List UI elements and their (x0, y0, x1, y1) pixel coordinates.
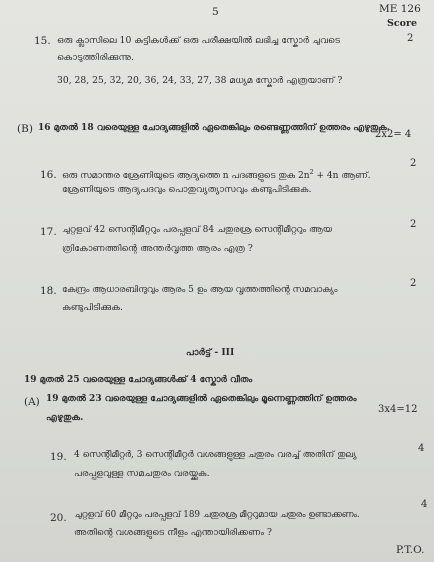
part-instruction: 19 മുതൽ 25 വരെയുള്ള ചോദ്യങ്ങൾക്ക് 4 സ്കോർ വീതം (24, 375, 253, 385)
q19-number: 19. (50, 451, 67, 463)
q16-line2: ശ്രേണിയുടെ ആദ്യപദവും പൊതുവ്യത്യാസവും കണ്ടുപിടിക്കുക. (62, 184, 312, 195)
section-a-line1: 19 മുതൽ 23 വരെയുള്ള ചോദ്യങ്ങളിൽ ഏതെങ്കിലും മൂന്നെണ്ണത്തിന് ഉത്തരം (46, 394, 357, 404)
q15-line2: കൊടുത്തിരിക്കുന്നു. (57, 52, 134, 63)
q16-line1: ഒരു സമാന്തര ശ്രേണിയുടെ ആദ്യത്തെ n പദങ്ങളുടെ തുക $2n^2 + 4n$ ആണ്. (62, 168, 371, 181)
q18-number: 18. (40, 285, 57, 297)
pto-label: P.T.O. (396, 544, 425, 556)
section-a-line2: എഴുതുക. (46, 412, 84, 423)
q19-line1: 4 സെന്റിമീറ്റർ, 3 സെന്റിമീറ്റർ വശങ്ങളുള്ള ചതുരം വരച്ച് അതിന് തുല്യ (74, 450, 357, 460)
q18-score: 2 (410, 278, 417, 289)
q20-score: 4 (421, 499, 428, 510)
q16-score: 2 (410, 158, 417, 169)
q15-line3: 30, 28, 25, 32, 20, 36, 24, 33, 27, 38 മധ്യമ സ്കോർ എത്രയാണ് ? (57, 75, 343, 86)
q17-line1: ചുറ്റളവ് 42 സെന്റിമീറ്ററും പരപ്പളവ് 84 ചതുരശ്ര സെന്റിമീറ്ററും ആയ (62, 225, 332, 235)
section-b-label: (B) (17, 123, 33, 135)
q15-line1: ഒരു ക്ലാസിലെ 10 കുട്ടികൾക്ക് ഒരു പരീക്ഷയിൽ ലഭിച്ച സ്കോർ ചുവടെ (57, 35, 341, 46)
q16-number: 16. (40, 169, 57, 181)
q15-number: 15. (34, 35, 51, 47)
q19-score: 4 (418, 443, 425, 454)
section-a-marks: 3x4=12 (378, 404, 418, 415)
q20-line2: അതിന്റെ വശങ്ങളുടെ നീളം എന്തായിരിക്കണം ? (74, 527, 272, 538)
q20-number: 20. (50, 512, 67, 524)
q19-line2: പരപ്പളവുള്ള സമചതുരം വരയ്ക്കുക. (74, 468, 210, 479)
part-title: പാർട്ട് - III (186, 347, 235, 358)
page-number: 5 (212, 6, 219, 18)
q20-line1: ചുറ്റളവ് 60 മീറ്ററും പരപ്പളവ് 189 ചതുരശ്ര മീറ്ററുമായ ചതുരം ഉണ്ടാക്കണം. (74, 510, 360, 520)
q18-line2: കണ്ടുപിടിക്കുക. (62, 302, 123, 313)
q15-score: 2 (407, 33, 414, 44)
q17-number: 17. (40, 226, 57, 238)
section-a-label: (A) (24, 396, 40, 408)
q17-line2: ത്രികോണത്തിന്റെ അന്തർവൃത്ത ആരം എത്ര ? (62, 243, 253, 254)
section-b-marks: 2x2= 4 (375, 129, 412, 140)
q17-score: 2 (410, 219, 417, 230)
score-label: Score (387, 18, 418, 29)
q18-line1: കേന്ദ്രം ആധാരബിന്ദുവും ആരം 5 ഉം ആയ വൃത്തത്തിന്റെ സമവാക്യം (62, 285, 338, 295)
section-b-instruction: 16 മുതൽ 18 വരെയുള്ള ചോദ്യങ്ങളിൽ ഏതെങ്കിലും രണ്ടെണ്ണത്തിന് ഉത്തരം എഴുതുക. (38, 123, 390, 133)
paper-code: ME 126 (379, 3, 421, 15)
